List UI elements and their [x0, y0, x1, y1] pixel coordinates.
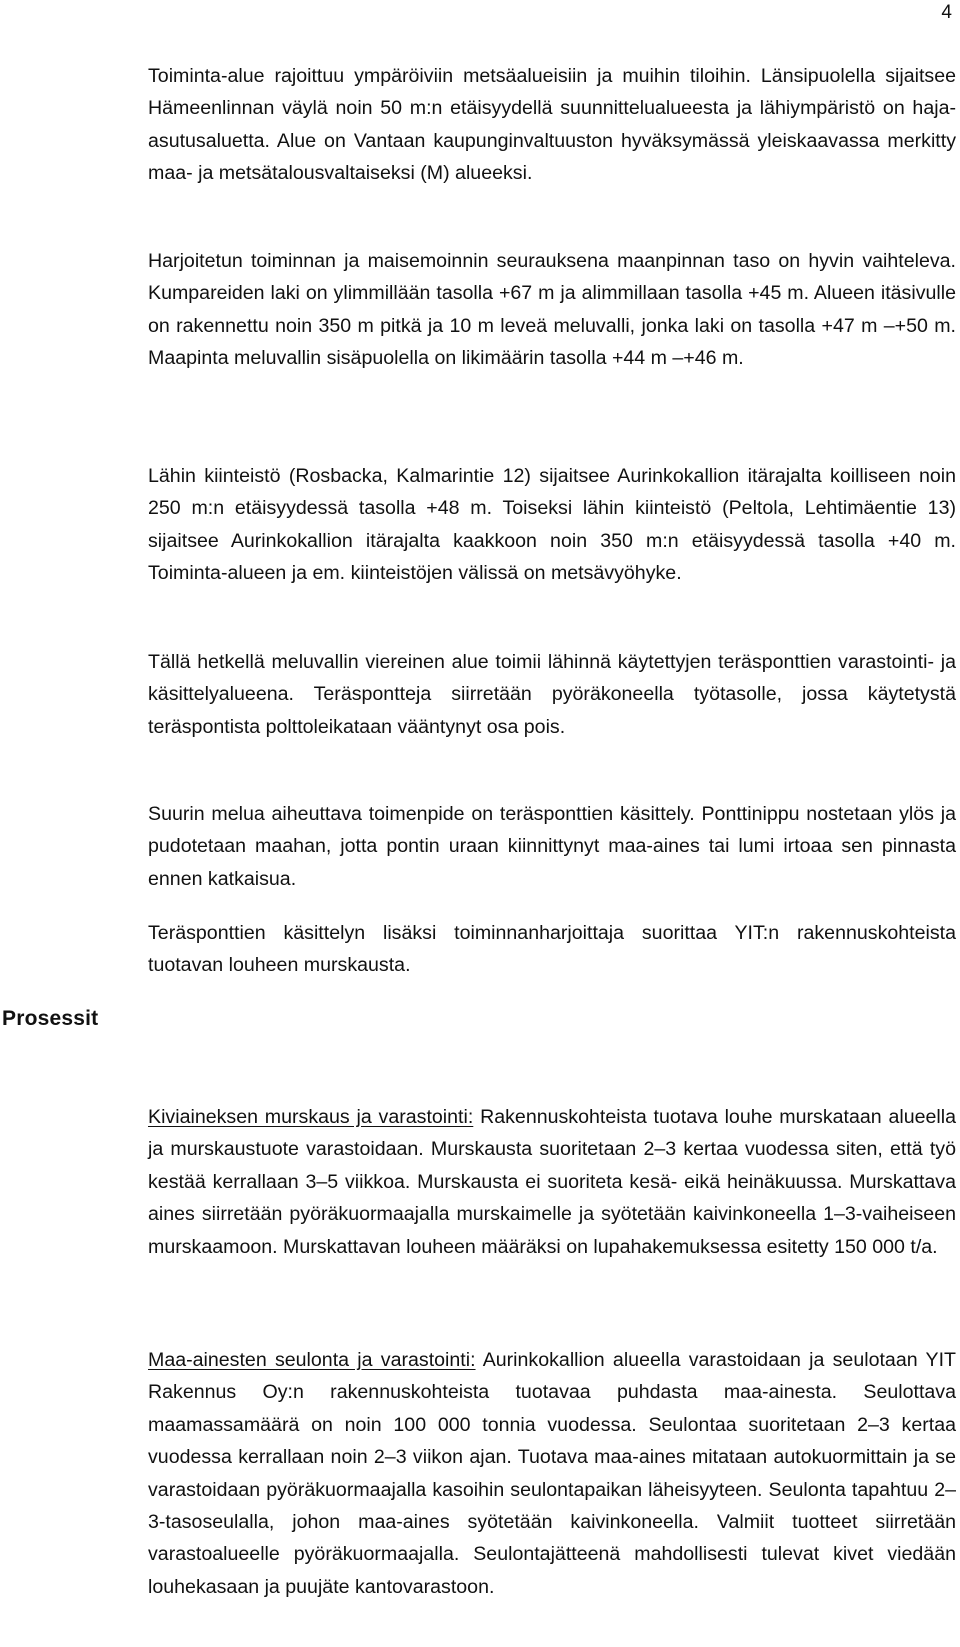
process-paragraph-crushing: [148, 1101, 956, 1263]
process-text-screening: Aurinkokallion alueella varastoidaan ja seulotaan YIT Rakennus Oy:n rakennuskohteista tuotavaa puhdasta maa-ainesta. Seulottava maamassamäärä on noin 100 000 tonnia vuodessa. Seulontaa suoritetaan 2–3 kertaa vuodessa kerrallaan noin 2–3 viikon ajan. Tuotava maa-aines mitataan autokuormittain ja se varastoidaan pyöräkuormaajalla kasoihin seulontapaikan läheisyyteen. Seulonta tapahtuu 2–3-tasoseulalla, johon maa-aines syötetään kaivinkoneella. Valmiit tuotteet siirretään varastoalueelle pyöräkuormaajalla. Seulontajätteenä mahdollisesti tulevat kivet viedään louhekasaan ja puujäte kantovarastoon.: [148, 1349, 956, 1598]
paragraph-text: Suurin melua aiheuttava toimenpide on teräsponttien käsittely. Ponttinippu nostetaan ylös ja pudotetaan maahan, jotta pontin uraan kiinnittynyt maa-aines tai lumi irtoaa sen pinnasta ennen katkaisua.: [148, 803, 956, 890]
paragraph-text: Tällä hetkellä meluvallin viereinen alue toimii lähinnä käytettyjen teräsponttien varastointi- ja käsittelyalueena. Teräsponttеja siirretään pyöräkoneella työtasolle, jossa käytetystä teräspontista polttoleikataan vääntynyt osa pois.: [148, 651, 956, 738]
process-label-crushing: Kiviaineksen murskaus ja varastointi:: [148, 1106, 474, 1128]
paragraph: [148, 60, 956, 190]
paragraph: [148, 460, 956, 590]
paragraph-text: Teräsponttien käsittelyn lisäksi toiminnanharjoittaja suorittaa YIT:n rakennuskohteista tuotavan louheen murskausta.: [148, 922, 956, 977]
paragraph: [148, 917, 956, 982]
paragraph: [148, 646, 956, 743]
process-paragraph-screening: [148, 1344, 956, 1603]
page-number: 4: [941, 2, 952, 23]
process-text-crushing: Rakennuskohteista tuotava louhe murskataan alueella ja murskaustuote varastoidaan. Murskausta suoritetaan 2–3 kertaa vuodessa siten, että työ kestää kerrallaan 3–5 viikkoa. Murskausta ei suoriteta kesä- eikä heinäkuussa. Murskattava aines siirretään pyöräkuormaajalla murskaimelle ja syötetään kaivinkoneella 1–3-vaiheiseen murskaamoon. Murskattavan louheen määräksi on lupahakemuksessa esitetty 150 000 t/a.: [148, 1106, 957, 1258]
paragraph-text: Lähin kiinteistö (Rosbacka, Kalmarintie 12) sijaitsee Aurinkokallion itärajalta koilliseen noin 250 m:n etäisyydessä tasolla +48 m. Toiseksi lähin kiinteistö (Peltola, Lehtimäentie 13) sijaitsee Aurinkokallion itärajalta kaakkoon noin 350 m:n etäisyydessä tasolla +40 m. Toiminta-alueen ja em. kiinteistöjen välissä on metsävyöhyke.: [148, 465, 956, 585]
process-label-screening: Maa-ainesten seulonta ja varastointi:: [148, 1349, 476, 1371]
paragraph-text: Harjoitetun toiminnan ja maisemoinnin seurauksena maanpinnan taso on hyvin vaihteleva. Kumpareiden laki on ylimmillään tasolla +67 m ja alimmillaan tasolla +45 m. Alueen itäsivulle on rakennettu noin 350 m pitkä ja 10 m leveä meluvalli, jonka laki on tasolla +47 m –+50 m. Maapinta meluvallin sisäpuolella on likimäärin tasolla +44 m –+46 m.: [148, 250, 956, 370]
side-heading-prosessit: Prosessit: [2, 1007, 99, 1030]
paragraph: [148, 245, 956, 375]
paragraph: [148, 798, 956, 895]
paragraph-text: Toiminta-alue rajoittuu ympäröiviin metsäalueisiin ja muihin tiloihin. Länsipuolella sijaitsee Hämeenlinnan väylä noin 50 m:n etäisyydellä suunnittelualueesta ja lähiympäristö on haja-asutusaluetta. Alue on Vantaan kaupunginvaltuuston hyväksymässä yleiskaavassa merkitty maa- ja metsätalousvaltaiseksi (M) alueeksi.: [148, 65, 956, 185]
